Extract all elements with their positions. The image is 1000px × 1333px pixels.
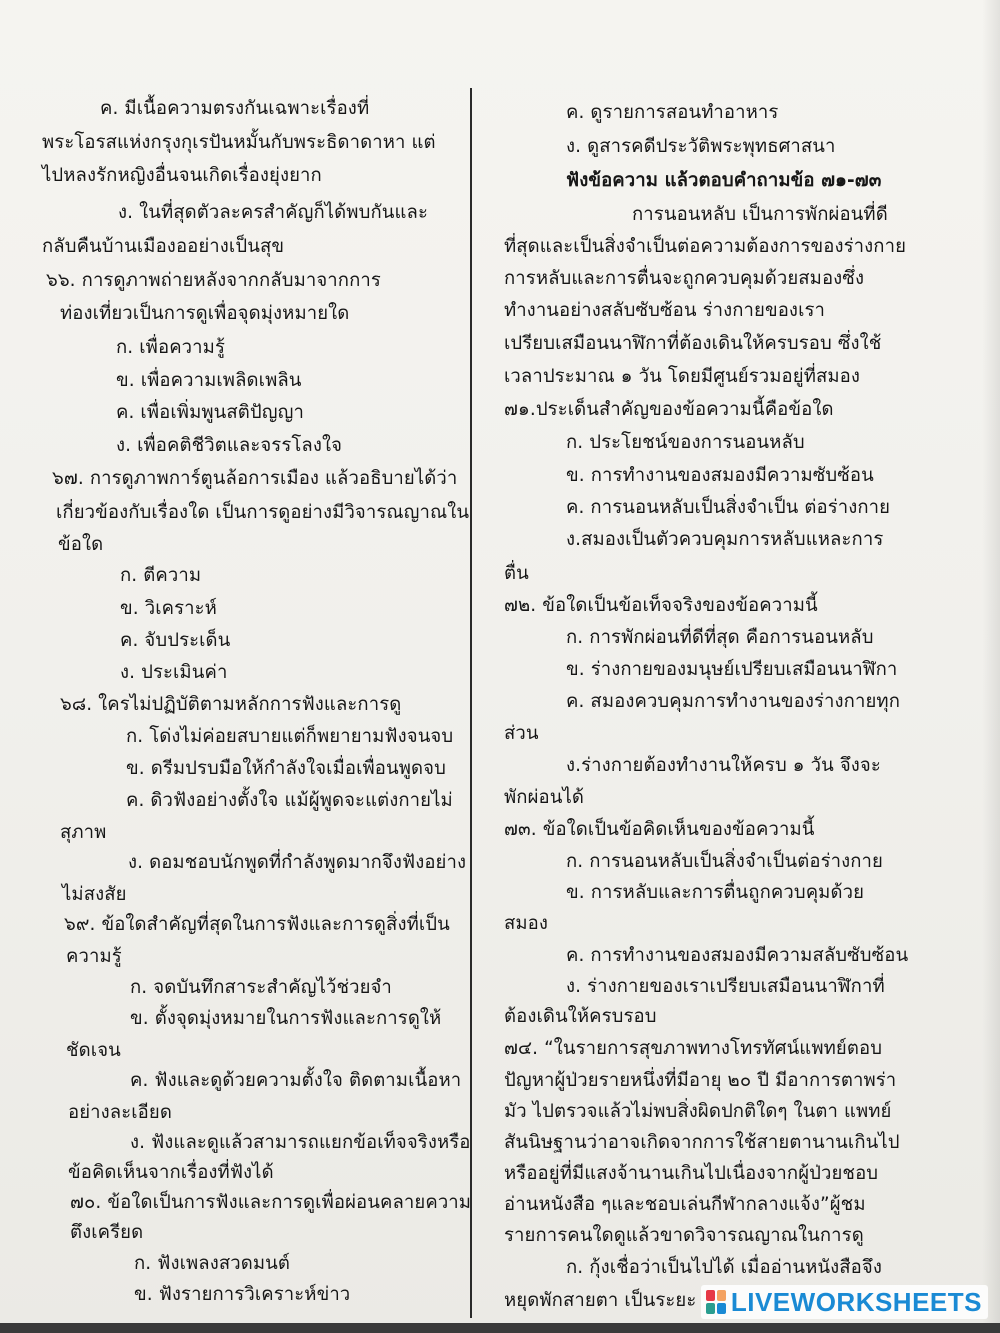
listening-heading: ฟังข้อความ แล้วตอบคำถามข้อ ๗๑-๗๓ [566,170,882,191]
question-69: ๖๙. ข้อใดสำคัญที่สุดในการฟังและการดูสิ่งที่เป็น [64,914,450,935]
left-line: ข้อคิดเห็นจากเรื่องที่ฟังได้ [68,1162,274,1183]
choice-72-a: ก. การพักผ่อนที่ดีที่สุด คือการนอนหลับ [566,627,874,648]
passage-line: การนอนหลับ เป็นการพักผ่อนที่ดี [632,204,888,225]
choice-73-a: ก. การนอนหลับเป็นสิ่งจำเป็นต่อร่างกาย [566,851,883,872]
left-line: อย่างละเอียด [68,1102,172,1123]
choice-66-b: ข. เพื่อความเพลิดเพลิน [116,370,302,391]
choice-72-d: ง.ร่างกายต้องทำงานให้ครบ ๑ วัน จึงจะ [566,755,881,776]
question-73: ๗๓. ข้อใดเป็นข้อคิดเห็นของข้อความนี้ [504,819,815,840]
choice-73-c: ค. การทำงานของสมองมีความสลับซับซ้อน [566,945,909,966]
choice-70-b: ข. ฟังรายการวิเคราะห์ข่าว [134,1284,351,1305]
passage-line: เวลาประมาณ ๑ วัน โดยมีศูนย์รวมอยู่ที่สมอง [504,366,861,387]
watermark-text: LIVEWORKSHEETS [730,1286,982,1317]
choice-73-d: ง. ร่างกายของเราเปรียบเสมือนนาฬิกาที่ [566,976,885,997]
passage-line: ทำงานอย่างสลับซับซ้อน ร่างกายของเรา [504,300,826,321]
passage-line: ปัญหาผู้ป่วยรายหนึ่งที่มีอายุ ๒๐ ปี มีอาการตาพร่า [504,1070,897,1091]
choice-74-a: ก. กุ้งเชื่อว่าเป็นไปได้ เมื่ออ่านหนังสือจึง [566,1257,882,1278]
passage-line: เปรียบเสมือนนาฬิกาที่ต้องเดินให้ครบรอบ ซึ่งใช้ [504,333,882,354]
choice-67-b: ข. วิเคราะห์ [120,598,217,619]
liveworksheets-watermark[interactable] [701,1285,988,1319]
liveworksheets-logo-icon [705,1288,727,1316]
left-line: ท่องเที่ยวเป็นการดูเพื่อจุดมุ่งหมายใด [60,303,350,324]
right-line: พักผ่อนได้ [504,787,585,808]
choice-67-a: ก. ตีความ [120,565,202,586]
passage-line: ที่สุดและเป็นสิ่งจำเป็นต่อความต้องการของร่างกาย [504,236,907,257]
question-72: ๗๒. ข้อใดเป็นข้อเท็จจริงของข้อความนี้ [504,595,818,616]
question-70: ๗๐. ข้อใดเป็นการฟังและการดูเพื่อผ่อนคลายความ [70,1192,472,1213]
choice-73-b: ข. การหลับและการตื่นถูกควบคุมด้วย [566,882,865,903]
right-line: ตื่น [504,563,529,584]
left-line: ไม่สงสัย [62,884,127,905]
choice-69-b: ข. ตั้งจุดมุ่งหมายในการฟังและการดูให้ [130,1008,442,1029]
choice-68-b: ข. ดรีมปรบมือให้กำลังใจเมื่อเพื่อนพูดจบ [126,758,446,779]
left-line: พระโอรสแห่งกรุงกุเรปันหมั้นกับพระธิดาดาหา แต่ [42,132,436,153]
left-line: กลับคืนบ้านเมืองออย่างเป็นสุข [42,236,285,257]
left-line: ไปหลงรักหญิงอื่นจนเกิดเรื่องยุ่งยาก [42,165,322,186]
choice-72-c: ค. สมองควบคุมการทำงานของร่างกายทุก [566,691,900,712]
choice-70-d: ง. ดูสารคดีประวัติพระพุทธศาสนา [566,136,836,157]
left-line: ค. มีเนื้อความตรงกันเฉพาะเรื่องที่ [100,98,370,119]
choice-71-a: ก. ประโยชน์ของการนอนหลับ [566,432,805,453]
right-line: ส่วน [504,723,539,744]
left-line: สุภาพ [60,822,107,843]
choice-71-d: ง.สมองเป็นตัวควบคุมการหลับแหละการ [566,529,884,550]
passage-line: อ่านหนังสือ ๆและชอบเล่นกีฬากลางแจ้ง”ผู้ชม [504,1194,866,1215]
question-68: ๖๘. ใครไม่ปฏิบัติตามหลักการฟังและการดู [60,694,402,715]
left-line: เกี่ยวข้องกับเรื่องใด เป็นการดูอย่างมีวิจารณญาณใน [56,502,470,523]
choice-66-d: ง. เพื่อคติชีวิตและจรรโลงใจ [116,435,343,456]
question-66: ๖๖. การดูภาพถ่ายหลังจากกลับมาจากการ [46,270,381,291]
choice-67-c: ค. จับประเด็น [120,630,231,651]
choice-68-d: ง. ดอมชอบนักพูดที่กำลังพูดมากจึงฟังอย่าง [128,852,467,873]
choice-68-c: ค. ดิวฟังอย่างตั้งใจ แม้ผู้พูดจะแต่งกายไม่ [126,790,453,811]
left-line: ข้อใด [58,534,104,555]
choice-70-a: ก. ฟังเพลงสวดมนต์ [134,1253,291,1274]
left-line: ชัดเจน [66,1040,121,1061]
question-67: ๖๗. การดูภาพการ์ตูนล้อการเมือง แล้วอธิบายได้ว่า [52,468,458,489]
question-74: ๗๔. “ในรายการสุขภาพทางโทรทัศน์แพทย์ตอบ [504,1038,883,1059]
choice-70-c: ค. ดูรายการสอนทำอาหาร [566,102,779,123]
right-line: ต้องเดินให้ครบรอบ [504,1006,657,1027]
choice-69-a: ก. จดบันทึกสาระสำคัญไว้ช่วยจำ [130,977,392,998]
passage-line: รายการคนใดดูแล้วขาดวิจารณญาณในการดู [504,1225,864,1246]
passage-line: สันนิษฐานว่าอาจเกิดจากการใช้สายตานานเกินไป [504,1132,900,1153]
page-bottom-edge [0,1323,1000,1333]
passage-line: มัว ไปตรวจแล้วไม่พบสิ่งผิดปกติใดๆ ในตา แพทย์ [504,1101,892,1122]
passage-line: หรืออยู่ที่มีแสงจ้านานเกินไปเนื่องจากผู้ป่วยชอบ [504,1163,879,1184]
choice-68-a: ก. โด่งไม่ค่อยสบายแต่ก็พยายามฟังจนจบ [126,726,454,747]
left-line: ตึงเครียด [70,1222,144,1243]
left-line: ง. ในที่สุดตัวละครสำคัญก็ได้พบกันและ [118,202,428,223]
choice-69-c: ค. ฟังและดูด้วยความตั้งใจ ติดตามเนื้อหา [130,1070,462,1091]
choice-66-c: ค. เพื่อเพิ่มพูนสติปัญญา [116,402,304,423]
choice-69-d: ง. ฟังและดูแล้วสามารถแยกข้อเท็จจริงหรือ [130,1132,471,1153]
choice-71-c: ค. การนอนหลับเป็นสิ่งจำเป็น ต่อร่างกาย [566,497,891,518]
left-line: ความรู้ [66,946,122,967]
choice-71-b: ข. การทำงานของสมองมีความซับซ้อน [566,465,874,486]
right-line: หยุดพักสายตา เป็นระยะ [504,1290,697,1311]
paper-edge-shadow [982,0,1000,1333]
right-line: สมอง [504,913,549,934]
choice-66-a: ก. เพื่อความรู้ [116,337,225,358]
passage-line: การหลับและการตื่นจะถูกควบคุมด้วยสมองซึ่ง [504,268,865,289]
choice-72-b: ข. ร่างกายของมนุษย์เปรียบเสมือนนาฬิกา [566,659,898,680]
choice-67-d: ง. ประเมินค่า [120,662,228,683]
question-71: ๗๑.ประเด็นสำคัญของข้อความนี้คือข้อใด [504,399,834,420]
